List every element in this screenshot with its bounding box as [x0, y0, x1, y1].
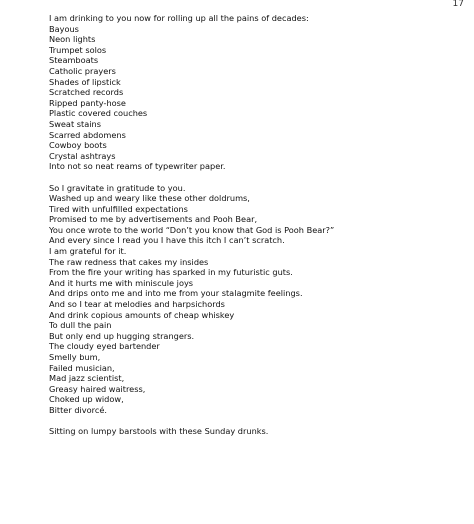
poem-line: Into not so neat reams of typewriter paper.: [49, 161, 226, 172]
poem-line: Bayous: [49, 23, 79, 34]
poem-line: Sitting on lumpy barstools with these Sunday drunks.: [49, 426, 269, 437]
poem-line: Trumpet solos: [49, 44, 107, 55]
poem-line: Shades of lipstick: [49, 76, 121, 87]
poem-line: Washed up and weary like these other doldrums,: [49, 193, 250, 204]
poem-line: Ripped panty-hose: [49, 97, 126, 108]
poem-line: Neon lights: [49, 34, 96, 45]
poem-line: Crystal ashtrays: [49, 150, 116, 161]
poem-line: Scratched records: [49, 87, 124, 98]
poem-line: And it hurts me with miniscule joys: [49, 277, 194, 288]
poem-line: Sweat stains: [49, 118, 101, 129]
poem-line: And so I tear at melodies and harpsichords: [49, 299, 225, 310]
poem-line: Tired with unfulfilled expectations: [49, 203, 188, 214]
poem-line: And drink copious amounts of cheap whiskey: [49, 309, 235, 320]
poem-line: The cloudy eyed bartender: [49, 341, 160, 352]
poem-line: Greasy haired waitress,: [49, 383, 146, 394]
poem-line: But only end up hugging strangers.: [49, 330, 195, 341]
poem-line: Cowboy boots: [49, 140, 107, 151]
poem-line: Failed musician,: [49, 362, 115, 373]
stanza-3: [49, 426, 464, 437]
poem-line: Catholic prayers: [49, 65, 116, 76]
poem-line: The raw redness that cakes my insides: [49, 256, 209, 267]
poem-line: And every since I read you I have this itch I can’t scratch.: [49, 235, 285, 246]
poem-line: Steamboats: [49, 55, 99, 66]
poem-line: Bitter divorcé.: [49, 404, 107, 415]
poem-line: I am drinking to you now for rolling up all the pains of decades:: [49, 13, 309, 23]
poem-line: And drips onto me and into me from your stalagmite feelings.: [49, 288, 303, 299]
poem-line: So I gravitate in gratitude to you.: [49, 182, 186, 193]
poem-line: Promised to me by advertisements and Pooh Bear,: [49, 214, 258, 225]
stanza-2: [49, 183, 464, 416]
poem-line: I am grateful for it.: [49, 246, 127, 257]
poem-line: Plastic covered couches: [49, 108, 148, 119]
poem-line: You once wrote to the world “Don’t you know that God is Pooh Bear?”: [49, 224, 335, 235]
poem-line: Choked up widow,: [49, 394, 124, 405]
poem-line: Mad jazz scientist,: [49, 373, 125, 384]
poem-line: From the fire your writing has sparked in my futuristic guts.: [49, 267, 293, 278]
stanza-1: [49, 13, 464, 172]
poem-line: Smelly bum,: [49, 352, 101, 362]
poem-line: To dull the pain: [49, 320, 112, 331]
page-number: 17: [452, 0, 464, 6]
poem-body: [49, 13, 464, 437]
poem-line: Scarred abdomens: [49, 129, 126, 140]
